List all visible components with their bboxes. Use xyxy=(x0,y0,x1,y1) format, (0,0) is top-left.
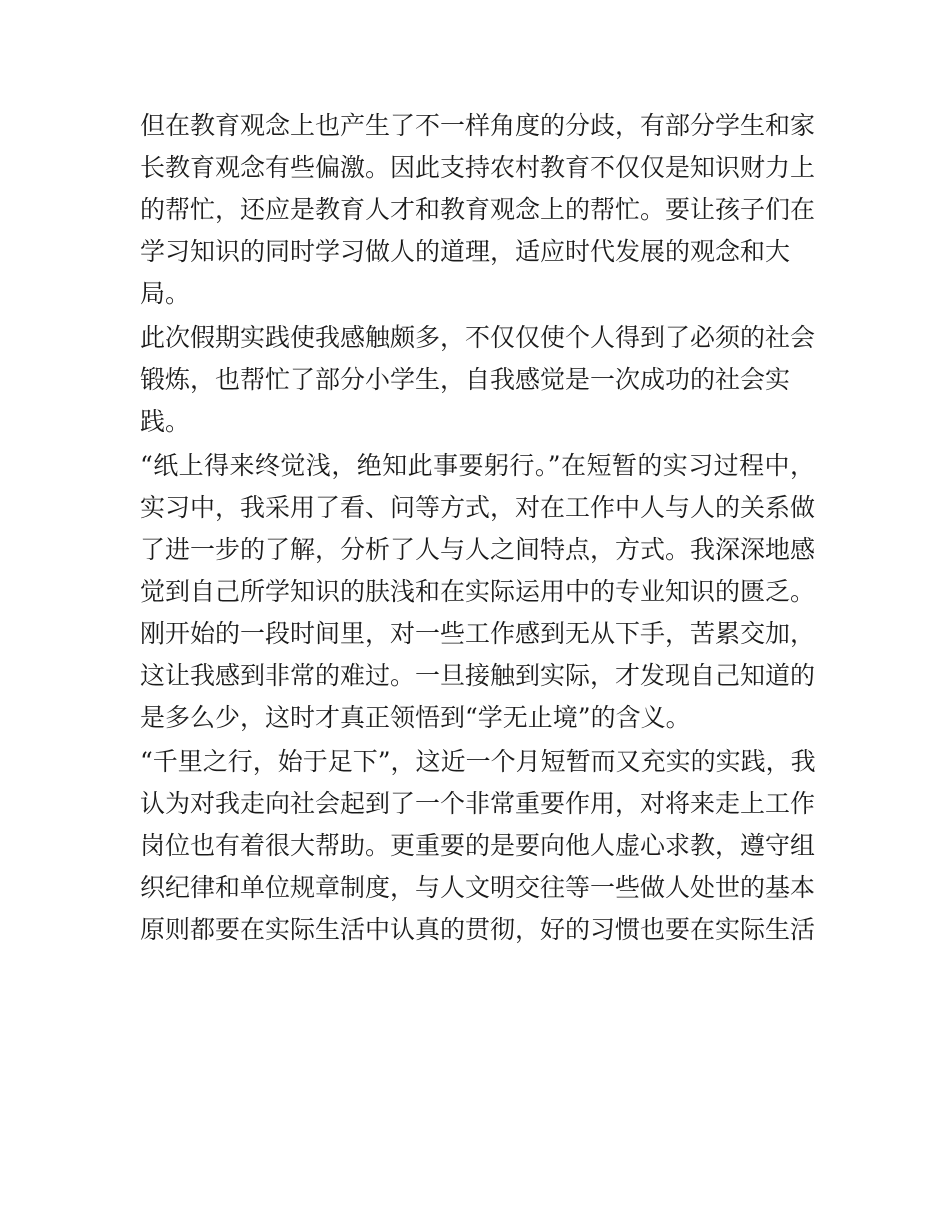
text-line: 原则都要在实际生活中认真的贯彻，好的习惯也要在实际生活 xyxy=(140,915,816,944)
text-line: 学习知识的同时学习做人的道理，适应时代发展的观念和大 xyxy=(140,237,791,266)
text-line: 是多么少，这时才真正领悟到“学无止境”的含义。 xyxy=(140,703,691,732)
text-line: 长教育观念有些偏激。因此支持农村教育不仅仅是知识财力上 xyxy=(140,153,816,182)
text-line: 实习中，我采用了看、问等方式，对在工作中人与人的关系做 xyxy=(140,493,816,522)
text-line: 认为对我走向社会起到了一个非常重要作用，对将来走上工作 xyxy=(140,789,816,818)
text-line: 的帮忙，还应是教育人才和教育观念上的帮忙。要让孩子们在 xyxy=(140,195,816,224)
text-line: 织纪律和单位规章制度，与人文明交往等一些做人处世的基本 xyxy=(140,873,816,902)
text-line: 觉到自己所学知识的肤浅和在实际运用中的专业知识的匮乏。 xyxy=(140,577,816,606)
text-line: 但在教育观念上也产生了不一样角度的分歧，有部分学生和家 xyxy=(140,111,816,140)
text-line: “千里之行，始于足下”，这近一个月短暂而又充实的实践，我 xyxy=(140,747,816,776)
text-line: “纸上得来终觉浅，绝知此事要躬行。”在短暂的实习过程中， xyxy=(140,451,815,480)
text-line: 锻炼，也帮忙了部分小学生，自我感觉是一次成功的社会实 xyxy=(140,365,791,394)
text-line: 这让我感到非常的难过。一旦接触到实际，才发现自己知道的 xyxy=(140,661,816,690)
text-line: 此次假期实践使我感触颇多，不仅仅使个人得到了必须的社会 xyxy=(140,323,816,352)
text-line: 岗位也有着很大帮助。更重要的是要向他人虚心求教，遵守组 xyxy=(140,831,816,860)
text-line: 践。 xyxy=(140,407,191,436)
text-line: 刚开始的一段时间里，对一些工作感到无从下手，苦累交加， xyxy=(140,619,816,648)
text-line: 了进一步的了解，分析了人与人之间特点，方式。我深深地感 xyxy=(140,535,816,564)
text-line: 局。 xyxy=(140,279,191,308)
body-text xyxy=(140,105,815,951)
